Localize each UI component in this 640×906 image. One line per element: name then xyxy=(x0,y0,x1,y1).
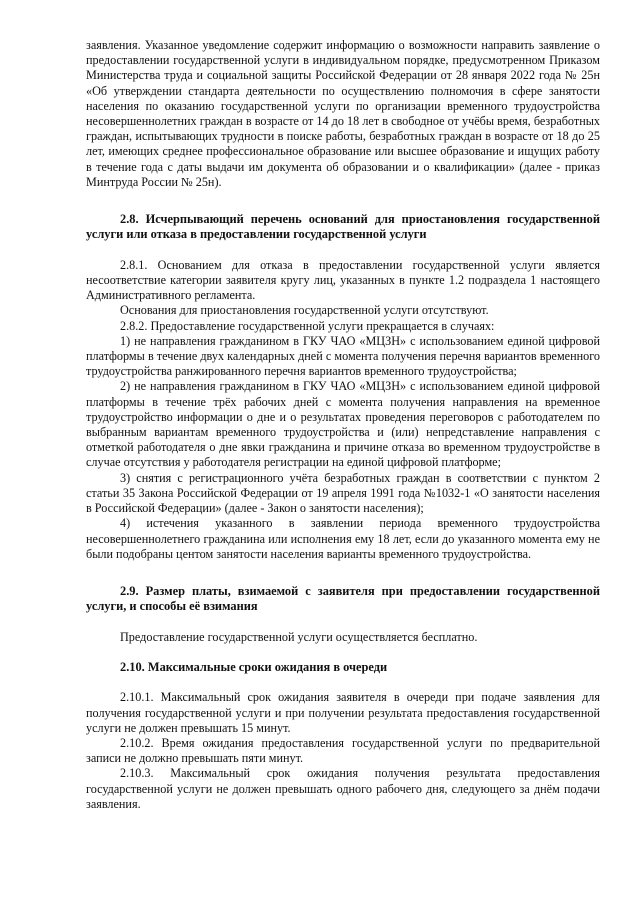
paragraph-2-10-3: 2.10.3. Максимальный срок ожидания получения результата предоставления государственной услуги не должен превышать одного рабочего дня, следующего за днём подачи заявления. xyxy=(86,766,600,811)
paragraph-2-9-text: Предоставление государственной услуги осуществляется бесплатно. xyxy=(120,629,478,644)
section-2-8-heading: 2.8. Исчерпывающий перечень оснований для приостановления государственной услуги или отказа в предоставлении государственной услуги xyxy=(86,212,600,242)
paragraph-no-suspension: Основания для приостановления государственной услуги отсутствуют. xyxy=(120,303,489,318)
list-item-3: 3) снятия с регистрационного учёта безработных граждан в соответствии с пунктом 2 статьи 35 Закона Российской Федерации от 19 апреля 1991 года №1032-1 «О занятости населения в Российской Федерации» (далее - Закон о занятости населения); xyxy=(86,470,600,516)
paragraph-2-8-2: 2.8.2. Предоставление государственной услуги прекращается в случаях: xyxy=(120,318,495,333)
paragraph-2-10-2: 2.10.2. Время ожидания предоставления государственной услуги по предварительной записи не должно превышать пяти минут. xyxy=(86,735,600,766)
list-item-2: 2) не направления гражданином в ГКУ ЧАО «МЦЗН» с использованием единой цифровой платформы в течение трёх рабочих дней с момента получения направления на временное трудоустройство информации о дне и о результатах проведения переговоров с работодателем по выбранным вариантам временного трудоустройства и (или) непредставление направления с отметкой работодателя о дне явки гражданина и причине отказа во временном трудоустройстве в случае отсутствия у работодателя регистрации на единой цифровой платформе; xyxy=(86,379,600,470)
paragraph-2-10-1: 2.10.1. Максимальный срок ожидания заявителя в очереди при подаче заявления для получения государственной услуги и при получении результата предоставления государственной услуги не должен превышать 15 минут. xyxy=(86,690,600,735)
section-2-10-heading: 2.10. Максимальные сроки ожидания в очереди xyxy=(120,659,388,674)
intro-paragraph: заявления. Указанное уведомление содержит информацию о возможности направить заявление о предоставлении государственной услуги в индивидуальном порядке, предусмотренном Приказом Министерства труда и социальной защиты Российской Федерации от 28 января 2022 года № 25н «Об утверждении стандарта деятельности по осуществлению полномочия в сфере занятости населения по оказанию государственной услуги по организации временного трудоустройства несовершеннолетних граждан в возрасте от 14 до 18 лет в свободное от учёбы время, безработных граждан, испытывающих трудности в поиске работы, безработных граждан в возрасте от 18 до 25 лет, имеющих среднее профессиональное образование или высшее образование и ищущих работу в течение года с даты выдачи им документа об образовании и о квалификации» (далее - приказ Минтруда России № 25н). xyxy=(86,38,600,189)
list-item-1: 1) не направления гражданином в ГКУ ЧАО «МЦЗН» с использованием единой цифровой платформы в течение двух календарных дней с момента получения перечня вариантов временного трудоустройства ранжированного перечня вариантов временного трудоустройства; xyxy=(86,333,600,379)
list-item-4: 4) истечения указанного в заявлении периода временного трудоустройства несовершеннолетнего гражданина или исполнения ему 18 лет, если до указанного момента ему не были подобраны центом занятости населения варианты временного трудоустройства. xyxy=(86,516,600,561)
paragraph-2-8-1: 2.8.1. Основанием для отказа в предоставлении государственной услуги является несоответствие категории заявителя кругу лиц, указанных в пункте 1.2 подраздела 1 настоящего Административного регламента. xyxy=(86,257,600,303)
section-2-9-heading: 2.9. Размер платы, взимаемой с заявителя при предоставлении государственной услуги, и способы её взимания xyxy=(86,583,600,614)
